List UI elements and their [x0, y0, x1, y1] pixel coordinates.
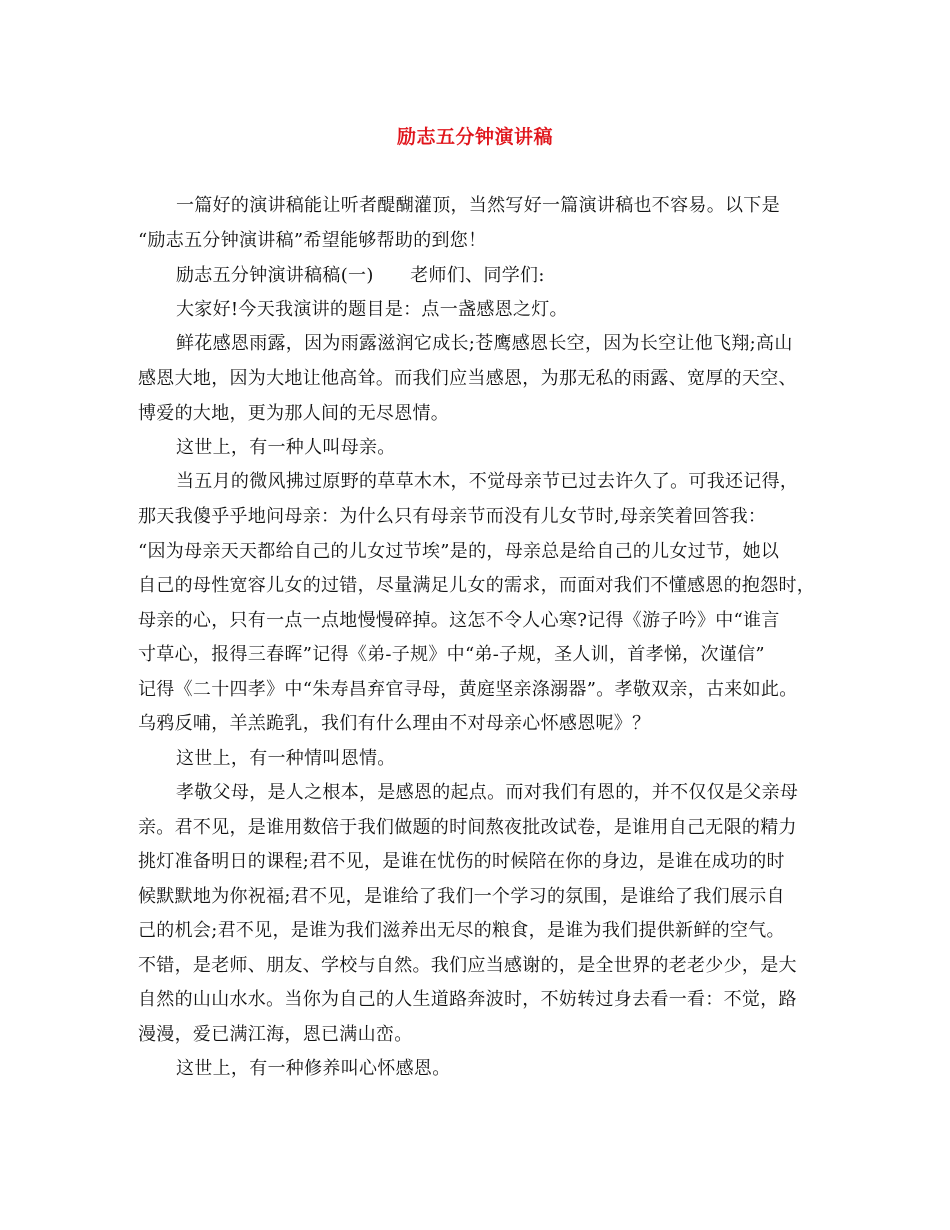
paragraph-line: 亲。君不见，是谁用数倍于我们做题的时间熬夜批改试卷，是谁用自己无限的精力: [138, 817, 797, 838]
paragraph-line: “因为母亲天天都给自己的儿女过节埃”是的，母亲总是给自己的儿女过节，她以: [138, 541, 780, 562]
paragraph-line: 这世上，有一种人叫母亲。: [176, 437, 396, 458]
paragraph-line: 母亲的心，只有一点一点地慢慢碎掉。这怎不令人心寒?记得《游子吟》中“谁言: [138, 610, 780, 631]
paragraph-line: 博爱的大地，更为那人间的无尽恩情。: [138, 403, 450, 424]
document-title: 励志五分钟演讲稿: [396, 126, 553, 148]
paragraph-line: 大家好!今天我演讲的题目是：点一盏感恩之灯。: [176, 299, 568, 320]
paragraph-line: 一篇好的演讲稿能让听者醍醐灌顶，当然写好一篇演讲稿也不容易。以下是: [176, 195, 780, 216]
paragraph-line: 励志五分钟演讲稿稿(一) 老师们、同学们:: [176, 265, 545, 286]
paragraph-line: 自己的母性宽容儿女的过错，尽量满足儿女的需求，而面对我们不懂感恩的抱怨时，: [138, 575, 816, 596]
paragraph-line: 挑灯准备明日的课程;君不见，是谁在忧伤的时候陪在你的身边，是谁在成功的时: [138, 851, 785, 872]
paragraph-line: 候默默地为你祝福;君不见，是谁给了我们一个学习的氛围，是谁给了我们展示自: [138, 886, 785, 907]
paragraph-line: “励志五分钟演讲稿”希望能够帮助的到您！: [138, 230, 487, 251]
paragraph-line: 当五月的微风拂过原野的草草木木，不觉母亲节已过去许久了。可我还记得，: [176, 471, 799, 492]
paragraph-line: 记得《二十四孝》中“朱寿昌弃官寻母，黄庭坚亲涤溺器”。孝敬双亲，古来如此。: [138, 679, 798, 700]
paragraph-line: 自然的山山水水。当你为自己的人生道路奔波时，不妨转过身去看一看：不觉，路: [138, 989, 797, 1010]
paragraph-line: 己的机会;君不见，是谁为我们滋养出无尽的粮食，是谁为我们提供新鲜的空气。: [138, 920, 785, 941]
paragraph-line: 寸草心，报得三春晖”记得《弟-子规》中“弟-子规，圣人训，首孝悌，次谨信”: [138, 644, 765, 665]
paragraph-line: 漫漫，爱已满江海，恩已满山峦。: [138, 1024, 413, 1045]
paragraph-line: 这世上，有一种修养叫心怀感恩。: [176, 1058, 451, 1079]
paragraph-line: 感恩大地，因为大地让他高耸。而我们应当感恩，为那无私的雨露、宽厚的天空、: [138, 368, 797, 389]
paragraph-line: 不错，是老师、朋友、学校与自然。我们应当感谢的，是全世界的老老少少，是大: [138, 955, 797, 976]
paragraph-line: 孝敬父母，是人之根本，是感恩的起点。而对我们有恩的，并不仅仅是父亲母: [176, 782, 799, 803]
paragraph-line: 乌鸦反哺，羊羔跪乳，我们有什么理由不对母亲心怀感恩呢》？: [138, 713, 651, 734]
paragraph-line: 鲜花感恩雨露，因为雨露滋润它成长;苍鹰感恩长空，因为长空让他飞翔;高山: [176, 333, 793, 354]
paragraph-line: 这世上，有一种情叫恩情。: [176, 748, 396, 769]
paragraph-line: 那天我傻乎乎地问母亲：为什么只有母亲节而没有儿女节时,母亲笑着回答我：: [138, 506, 767, 527]
